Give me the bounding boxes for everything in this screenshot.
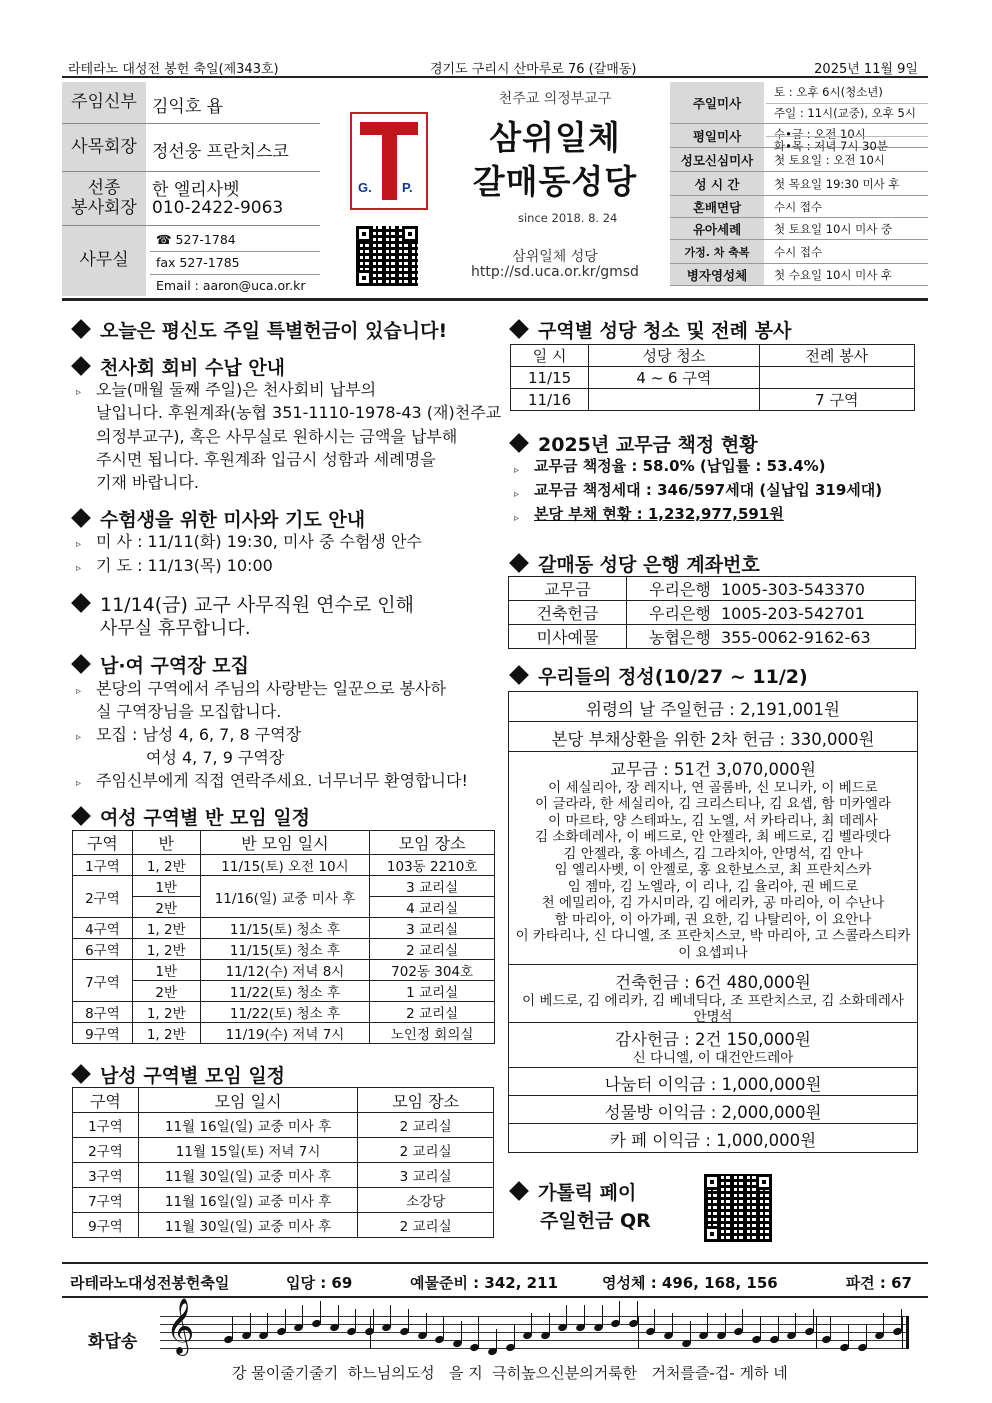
council-row	[62, 124, 320, 172]
schedule-label: 가정. 차 축복	[670, 240, 764, 263]
hymn-communion: 영성체 : 496, 168, 156	[602, 1274, 778, 1292]
catholic-pay-sub: 주일헌금 QR	[540, 1210, 651, 1232]
schedule-value: 첫 토요일 : 오전 10시	[774, 153, 885, 167]
women-cell: 2반	[132, 897, 200, 918]
bank-table	[508, 576, 916, 649]
women-cell: 1구역	[73, 855, 133, 876]
women-cell: 1반	[132, 960, 200, 981]
schedule-label: 평일미사	[670, 124, 764, 147]
schedule-row	[670, 218, 928, 240]
women-schedule-table	[72, 830, 495, 1044]
tithe-households: 교무금 책정세대 : 346/597세대 (실납입 319세대)	[534, 481, 883, 499]
psalm-label: 화답송	[88, 1332, 138, 1352]
women-cell: 11/22(토) 청소 후	[200, 981, 370, 1002]
women-cell: 3 교리실	[370, 918, 495, 939]
offering-tithe	[509, 752, 917, 965]
schedule-label: 성 시 간	[670, 172, 764, 195]
men-cell: 3 교리실	[358, 1163, 494, 1188]
office-fax: fax 527-1785	[156, 255, 240, 270]
table-row	[73, 960, 495, 981]
women-cell: 1, 2반	[132, 1002, 200, 1023]
cleaning-cell: 7 구역	[759, 389, 914, 411]
men-header-cell: 구역	[73, 1088, 139, 1113]
bank-account	[627, 601, 916, 625]
bank-purpose: 교무금	[509, 577, 627, 601]
angel-fee-line-2: 날입니다. 후원계좌(농협 351-1110-1978-43 (재)천주교	[96, 403, 502, 422]
hymn-recessional: 파견 : 67	[845, 1274, 912, 1292]
logo-text-right: P.	[402, 180, 413, 195]
women-header-cell: 반	[132, 831, 200, 855]
schedule-value: 수•금 : 오전 10시	[774, 127, 866, 141]
donor-line: 임 젬마, 김 노엘라, 이 리나, 김 율리아, 권 베드로	[567, 878, 859, 895]
donor-line: 이 마르타, 양 스테파노, 김 노엘, 서 카타리나, 최 데레사	[548, 812, 878, 829]
donor-line: 천 에밀리아, 김 가시미라, 김 에리카, 공 마리아, 이 수난나	[541, 895, 885, 912]
schedule-value: 화•목 : 저녁 7시 30분	[774, 139, 888, 153]
women-cell: 6구역	[73, 939, 133, 960]
table-row	[73, 1113, 494, 1138]
date: 2025년 11월 9일	[814, 62, 918, 77]
church-name-1: 삼위일체	[489, 118, 621, 157]
schedule-value: 첫 목요일 19:30 미사 후	[774, 177, 900, 191]
bank-name: 농협은행	[649, 628, 711, 647]
treble-clef-icon: 𝄞	[166, 1298, 195, 1354]
bank-purpose: 미사예물	[509, 625, 627, 649]
schedule-value: 수시 접수	[774, 200, 823, 214]
bank-account	[627, 577, 916, 601]
parish-debt: 본당 부채 현황 : 1,232,977,591원	[534, 505, 784, 523]
heading-bank: 갈매동 성당 은행 계좌번호	[512, 550, 760, 577]
angel-fee-line-1: 오늘(매월 둘째 주일)은 천사회비 납부의	[96, 380, 377, 399]
cleaning-header-cell: 전례 봉사	[759, 345, 914, 367]
schedule-row	[670, 82, 928, 124]
leader-line-3: 모집 : 남성 4, 6, 7, 8 구역장	[96, 725, 302, 744]
women-cell: 11/15(토) 청소 후	[200, 918, 370, 939]
tithe-donors	[509, 780, 917, 961]
men-schedule-table	[72, 1087, 494, 1238]
office-label: 사무실	[62, 226, 146, 296]
bank-name: 우리은행	[649, 604, 711, 623]
table-row	[73, 1138, 494, 1163]
account-number: 1005-303-543370	[710, 580, 865, 599]
elder-label: 선종 봉사회장	[62, 172, 146, 225]
header-divider	[62, 298, 928, 301]
bank-row	[509, 577, 916, 601]
men-cell: 11월 16일(일) 교중 미사 후	[138, 1188, 357, 1213]
men-cell: 2구역	[73, 1138, 139, 1163]
women-cell: 7구역	[73, 960, 133, 1002]
women-cell: 103동 2210호	[370, 855, 495, 876]
heading-women-schedule: 여성 구역별 반 모임 일정	[74, 803, 310, 830]
table-row	[73, 855, 495, 876]
cleaning-cell	[759, 367, 914, 389]
women-cell: 11/19(수) 저녁 7시	[200, 1023, 370, 1044]
men-cell: 2 교리실	[358, 1113, 494, 1138]
donor-line: 함 마리아, 이 아가페, 권 요한, 김 나탈리아, 이 요안나	[554, 911, 872, 928]
schedule-label: 성모신심미사	[670, 148, 764, 171]
offering-thanks	[509, 1023, 917, 1068]
women-cell: 1, 2반	[132, 1023, 200, 1044]
men-header-cell: 모임 일시	[138, 1088, 357, 1113]
thanks-total: 감사헌금 : 2건 150,000원	[615, 1030, 811, 1049]
cleaning-cell: 11/16	[511, 389, 589, 411]
heading-angel-fee: 천사회 회비 수납 안내	[74, 353, 285, 380]
heading-special-collection: 오늘은 평신도 주일 특별헌금이 있습니다!	[74, 316, 447, 343]
men-cell: 7구역	[73, 1188, 139, 1213]
men-cell: 11월 15일(토) 저녁 7시	[138, 1138, 357, 1163]
since-date: since 2018. 8. 24	[518, 211, 618, 225]
women-header-cell: 구역	[73, 831, 133, 855]
donor-line: 임 엘리사벳, 이 안젤로, 홍 요한보스코, 최 프란치스카	[554, 862, 872, 879]
table-row	[73, 981, 495, 1002]
heading-men-schedule: 남성 구역별 모임 일정	[74, 1061, 285, 1088]
bank-name: 우리은행	[649, 580, 711, 599]
women-cell: 2반	[132, 981, 200, 1002]
donor-line: 이 카타리나, 신 다니엘, 조 프란치스코, 박 마리아, 고 스콜라스티카	[515, 928, 911, 945]
women-cell: 11/15(토) 청소 후	[200, 939, 370, 960]
schedule-label: 주일미사	[670, 82, 764, 123]
women-cell: 2 교리실	[370, 1002, 495, 1023]
heading-exam-mass: 수험생을 위한 미사와 기도 안내	[74, 505, 365, 532]
office-closed-notice: 11/14(금) 교구 사무직원 연수로 인해	[74, 590, 414, 617]
cleaning-table	[510, 344, 915, 411]
donor-line: 신 다니엘, 이 대건안드레아	[632, 1050, 794, 1066]
logo-text-left: G.	[358, 180, 372, 195]
schedule-row	[670, 196, 928, 218]
women-cell: 8구역	[73, 1002, 133, 1023]
tithe-rate: 교무금 책정율 : 58.0% (납입률 : 53.4%)	[534, 457, 826, 475]
table-row	[73, 1188, 494, 1213]
cleaning-header-cell: 성당 청소	[589, 345, 759, 367]
donor-line: 안명석	[693, 1009, 733, 1026]
women-header-cell: 반 모임 일시	[200, 831, 370, 855]
bank-account	[627, 625, 916, 649]
schedule-row	[670, 172, 928, 196]
women-cell: 2구역	[73, 876, 133, 918]
catholic-pay-heading: 가톨릭 페이	[512, 1178, 636, 1205]
men-cell: 2 교리실	[358, 1138, 494, 1163]
top-bar	[62, 56, 928, 78]
donor-line: 이 글라라, 한 세실리아, 김 크리스티나, 김 요셉, 함 미카엘라	[535, 796, 891, 813]
cleaning-cell: 11/15	[511, 367, 589, 389]
table-row	[73, 1213, 494, 1238]
heading-district-leader: 남·여 구역장 모집	[74, 651, 249, 678]
pastor-row	[62, 82, 320, 124]
men-cell: 3구역	[73, 1163, 139, 1188]
offering-debt: 본당 부채상환을 위한 2차 헌금 : 330,000원	[509, 722, 917, 752]
women-cell: 1 교리실	[370, 981, 495, 1002]
account-number: 1005-203-542701	[710, 604, 865, 623]
women-cell: 1, 2반	[132, 855, 200, 876]
address: 경기도 구리시 산마루로 76 (갈매동)	[430, 62, 637, 77]
women-cell: 3 교리실	[370, 876, 495, 897]
building-donors	[509, 993, 917, 1026]
men-cell: 9구역	[73, 1213, 139, 1238]
bank-purpose: 건축헌금	[509, 601, 627, 625]
hymn-offertory: 예물준비 : 342, 211	[410, 1274, 558, 1292]
donor-line: 김 안젤라, 홍 아녜스, 김 그라치아, 안명석, 김 안나	[563, 845, 863, 862]
thanks-donors	[509, 1050, 917, 1066]
women-cell: 11/15(토) 오전 10시	[200, 855, 370, 876]
leader-line-5: 주임신부에게 직접 연락주세요. 너무너무 환영합니다!	[96, 771, 468, 790]
heading-cleaning: 구역별 성당 청소 및 전례 봉사	[512, 316, 791, 343]
men-header-cell: 모임 장소	[358, 1088, 494, 1113]
women-cell: 11/16(일) 교중 미사 후	[200, 876, 370, 918]
bank-row	[509, 625, 916, 649]
heading-offerings: 우리들의 정성(10/27 ~ 11/2)	[512, 662, 808, 689]
donor-line: 김 소화데레사, 이 베드로, 안 안젤라, 최 베드로, 김 벨라뎃다	[535, 829, 891, 846]
table-row	[73, 918, 495, 939]
church-name-2: 갈매동성당	[472, 162, 638, 201]
heading-tithe-status: 2025년 교무금 책정 현황	[512, 430, 758, 457]
women-cell: 4 교리실	[370, 897, 495, 918]
leader-line-2: 실 구역장님을 모집합니다.	[96, 702, 282, 721]
offering-qr-code[interactable]	[704, 1174, 772, 1242]
leader-line-4: 여성 4, 7, 9 구역장	[146, 748, 285, 767]
offering-building	[509, 965, 917, 1026]
elder-phone: 010-2422-9063	[152, 198, 284, 218]
schedule-row	[670, 240, 928, 264]
schedule-value: 첫 수요일 10시 미사 후	[774, 268, 893, 282]
hymn-feast: 라테라노대성전봉헌축일	[70, 1274, 230, 1292]
site-url[interactable]: http://sd.uca.or.kr/gmsd	[471, 264, 639, 280]
table-row	[73, 1002, 495, 1023]
schedule-value: 주일 : 11시(교중), 오후 5시	[774, 106, 916, 120]
offering-cafe: 카 페 이익금 : 1,000,000원	[609, 1131, 817, 1150]
schedule-value: 첫 토요일 10시 미사 중	[774, 222, 893, 236]
mass-schedule	[670, 82, 928, 296]
men-cell: 11월 30일(일) 교중 미사 후	[138, 1213, 357, 1238]
offering-all-souls: 위령의 날 주일헌금 : 2,191,001원	[509, 692, 917, 722]
donor-line: 이 요셉피나	[678, 944, 748, 961]
angel-fee-line-3: 의정부교구), 혹은 사무실로 원하시는 금액을 납부해	[96, 427, 458, 446]
schedule-value: 토 : 오후 6시(청소년)	[774, 85, 883, 99]
men-cell: 1구역	[73, 1113, 139, 1138]
schedule-row	[670, 264, 928, 286]
schedule-value: 수시 접수	[774, 245, 823, 259]
cleaning-cell	[589, 389, 759, 411]
elder-name: 한 엘리사벳	[152, 180, 240, 200]
hymn-entrance: 입당 : 69	[286, 1274, 353, 1292]
office-email[interactable]: Email : aaron@uca.or.kr	[156, 278, 306, 293]
men-cell: 소강당	[358, 1188, 494, 1213]
men-cell: 11월 30일(일) 교중 미사 후	[138, 1163, 357, 1188]
site-name: 삼위일체 성당	[512, 249, 598, 265]
offerings-box	[508, 691, 918, 1153]
office-tel: ☎ 527-1784	[156, 232, 236, 247]
angel-fee-line-5: 기재 바랍니다.	[96, 473, 199, 492]
office-row	[62, 226, 320, 296]
schedule-label: 병자영성체	[670, 264, 764, 285]
leader-line-1: 본당의 구역에서 주님의 사랑받는 일꾼으로 봉사하	[96, 679, 447, 698]
cleaning-header-cell: 일 시	[511, 345, 589, 367]
table-row	[73, 876, 495, 897]
council-name: 정선웅 프란치스코	[152, 142, 289, 162]
diocese: 천주교 의정부교구	[498, 91, 612, 107]
pastor-name: 김익호 욥	[152, 97, 224, 117]
women-cell: 702동 304호	[370, 960, 495, 981]
women-cell: 11/12(수) 저녁 8시	[200, 960, 370, 981]
church-logo	[350, 112, 428, 210]
men-cell: 11월 16일(일) 교중 미사 후	[138, 1113, 357, 1138]
feast-title: 라테라노 대성전 봉헌 축일(제343호)	[68, 62, 279, 77]
schedule-label: 유아세례	[670, 218, 764, 239]
psalm-staff	[160, 1298, 908, 1364]
women-cell: 2 교리실	[370, 939, 495, 960]
table-row	[73, 1023, 495, 1044]
women-cell: 1, 2반	[132, 939, 200, 960]
offering-sharing: 나눔터 이익금 : 1,000,000원	[509, 1068, 917, 1096]
pastor-label: 주임신부	[62, 82, 146, 123]
schedule-row	[670, 124, 928, 153]
hymn-bar	[62, 1262, 928, 1298]
women-cell: 9구역	[73, 1023, 133, 1044]
council-label: 사목회장	[62, 124, 146, 171]
building-total: 건축헌금 : 6건 480,000원	[615, 973, 811, 992]
elder-row	[62, 172, 320, 226]
table-row	[73, 1163, 494, 1188]
office-closed-line-2: 사무실 휴무합니다.	[100, 618, 251, 639]
donor-line: 이 세실리아, 장 레지나, 연 골롬바, 신 모니카, 이 베드로	[548, 780, 878, 796]
table-row	[511, 367, 915, 389]
psalm-lyrics: 강 물이줄기줄기 하느님의도성 을 지 극히높으신분의거룩한 거처를즐-겁- 게하 네	[232, 1364, 788, 1382]
men-cell: 2 교리실	[358, 1213, 494, 1238]
website-qr-code[interactable]	[356, 226, 418, 286]
exam-mass-line: 미 사 : 11/11(화) 19:30, 미사 중 수험생 안수	[96, 532, 422, 551]
women-cell: 4구역	[73, 918, 133, 939]
women-cell: 1반	[132, 876, 200, 897]
exam-prayer-line: 기 도 : 11/13(목) 10:00	[96, 556, 273, 575]
tithe-total: 교무금 : 51건 3,070,000원	[610, 760, 816, 779]
women-header-cell: 모임 장소	[370, 831, 495, 855]
schedule-label: 혼배면담	[670, 196, 764, 217]
table-row	[73, 939, 495, 960]
cleaning-cell: 4 ~ 6 구역	[589, 367, 759, 389]
women-cell: 1, 2반	[132, 918, 200, 939]
women-cell: 노인정 회의실	[370, 1023, 495, 1044]
donor-line: 이 베드로, 김 에리카, 김 베네딕다, 조 프란치스코, 김 소화데레사	[522, 993, 904, 1009]
women-cell: 11/22(토) 청소 후	[200, 1002, 370, 1023]
offering-goods: 성물방 이익금 : 2,000,000원	[509, 1096, 917, 1124]
schedule-row	[670, 148, 928, 172]
staff-info	[62, 82, 320, 296]
bank-row	[509, 601, 916, 625]
table-row	[511, 389, 915, 411]
account-number: 355-0062-9162-63	[710, 628, 871, 647]
angel-fee-line-4: 주시면 됩니다. 후원계좌 입금시 성함과 세례명을	[96, 450, 436, 469]
